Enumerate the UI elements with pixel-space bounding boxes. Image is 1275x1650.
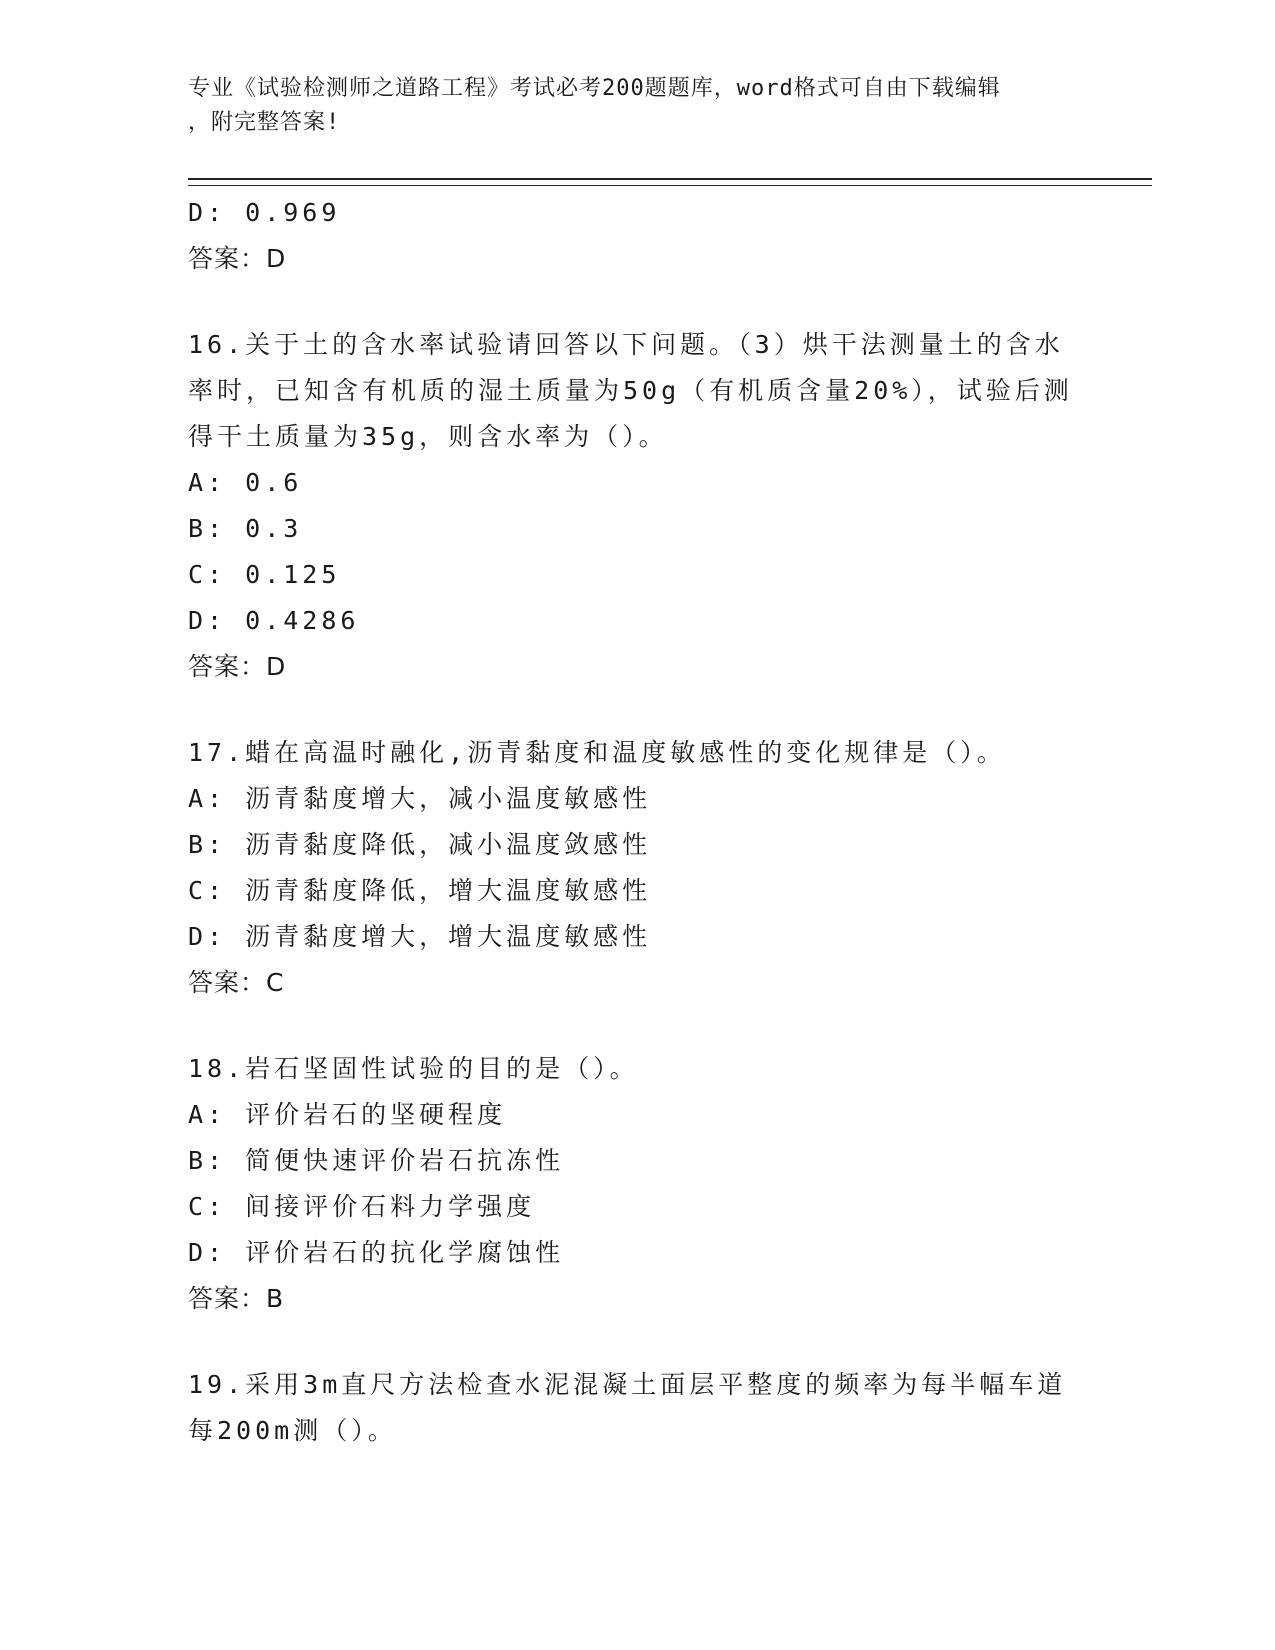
option-a: A: 沥青黏度增大，减小温度敏感性 [188,784,652,813]
document-header [188,72,1068,140]
question-stem: 16.关于土的含水率试验请回答以下问题。（3）烘干法测量土的含水 [188,330,1064,359]
question-stem: 得干土质量为35g，则含水率为（）。 [188,422,668,451]
question-stem: 每200m测（）。 [188,1416,397,1445]
question-stem: 18.岩石坚固性试验的目的是（）。 [188,1054,639,1083]
option-c: C: 间接评价石料力学强度 [188,1192,536,1221]
question-stem: 19.采用3m直尺方法检查水泥混凝土面层平整度的频率为每半幅车道 [188,1370,1067,1399]
option-a: A: 0.6 [188,468,303,497]
question-18 [188,1046,1088,1322]
header-rule [188,178,1152,186]
option-b: B: 沥青黏度降低，减小温度敛感性 [188,830,652,859]
option-b: B: 0.3 [188,514,303,543]
option-d: D: 评价岩石的抗化学腐蚀性 [188,1238,565,1267]
option-d: D: 0.969 [188,198,341,227]
answer-text: 答案：D [188,652,287,681]
answer-text: 答案：D [188,244,287,273]
question-stem: 率时，已知含有机质的湿土质量为50g（有机质含量20%），试验后测 [188,376,1073,405]
answer-text: 答案：B [188,1284,285,1313]
option-d: D: 沥青黏度增大，增大温度敏感性 [188,922,652,951]
option-b: B: 简便快速评价岩石抗冻性 [188,1146,565,1175]
option-c: C: 0.125 [188,560,341,589]
question-17 [188,730,1088,1006]
header-title-line1: 专业《试验检测师之道路工程》考试必考200题题库，word格式可自由下载编辑 [188,76,1001,101]
option-a: A: 评价岩石的坚硬程度 [188,1100,507,1129]
question-list [188,190,1088,1454]
header-title-line2: ，附完整答案! [188,110,341,135]
question-16 [188,322,1088,690]
option-c: C: 沥青黏度降低，增大温度敏感性 [188,876,652,905]
option-d: D: 0.4286 [188,606,360,635]
answer-text: 答案：C [188,968,285,997]
question-19 [188,1362,1088,1454]
question-stem: 17.蜡在高温时融化,沥青黏度和温度敏感性的变化规律是（）。 [188,738,1006,767]
